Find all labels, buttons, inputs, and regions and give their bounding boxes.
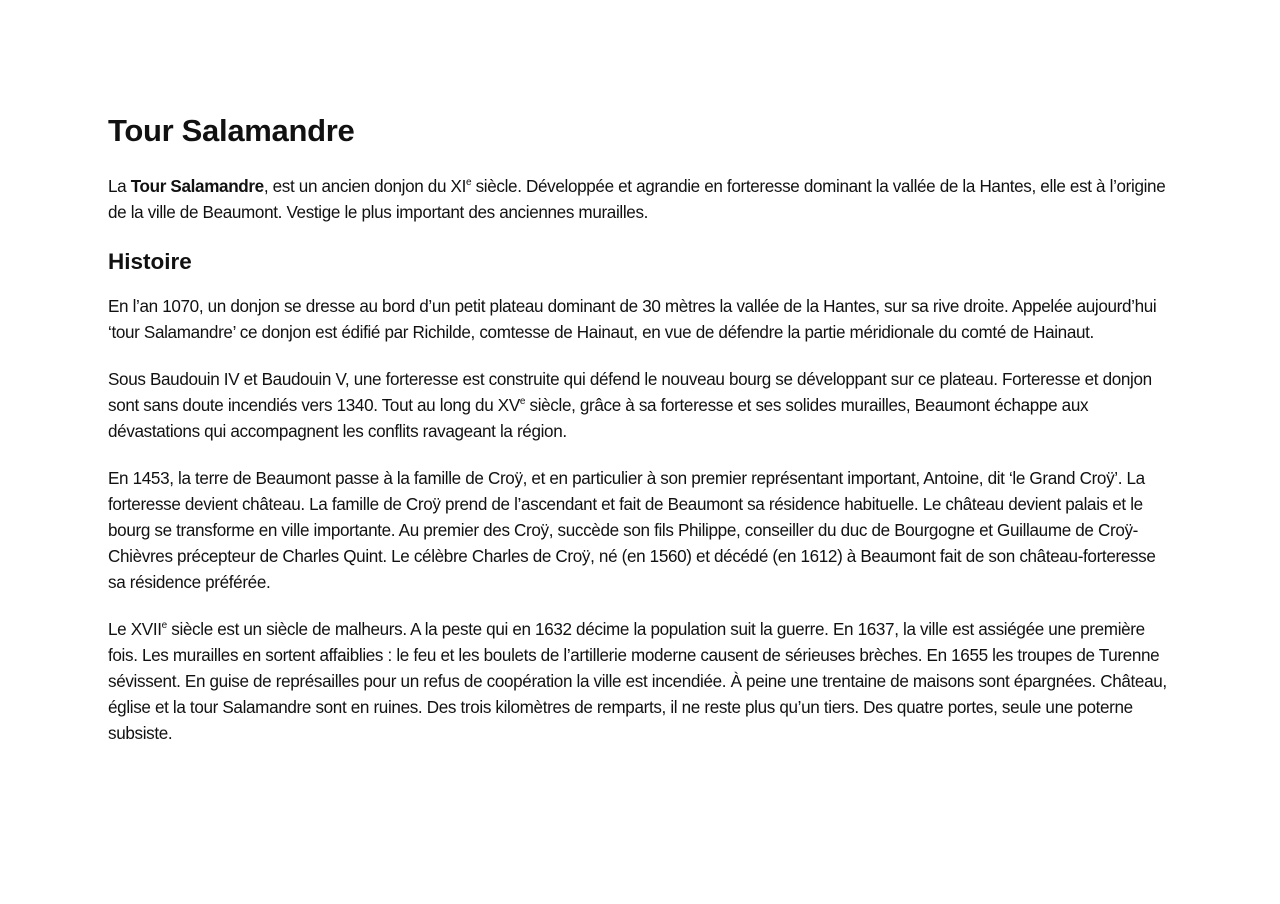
intro-superscript: e <box>465 177 472 188</box>
para4-text-end: siècle est un siècle de malheurs. A la peste qui en 1632 décime la population suit la guerre. En 1637, la ville est assiégée une première fois. Les murailles en sortent affaiblies : le feu et les boulets de l’artillerie moderne causent de sérieuses brèches. En 1655 les troupes de Turenne sévissent. En guise de représailles pour un refus de coopération la ville est incendiée. À peine une trentaine de maisons sont épargnées. Château, église et la tour Salamandre sont en ruines. Des trois kilomètres de remparts, il ne reste plus qu’un tiers. Des quatre portes, seule une poterne subsiste. <box>108 620 1167 743</box>
para2-text-start: Sous Baudouin IV et Baudouin V, une forteresse est construite qui défend le nouveau bourg se développant sur ce plateau. Forteresse et donjon sont sans doute incendiés vers 1340. Tout au long du XV <box>108 370 1152 415</box>
history-paragraph-3: En 1453, la terre de Beaumont passe à la famille de Croÿ, et en particulier à son premier représentant important, Antoine, dit ‘le Grand Croÿ’. La forteresse devient château. La famille de Croÿ prend de l’ascendant et fait de Beaumont sa résidence habituelle. Le château devient palais et le bourg se transforme en ville importante. Au premier des Croÿ, succède son fils Philippe, conseiller du duc de Bourgogne et Guillaume de Croÿ-Chièvres précepteur de Charles Quint. Le célèbre Charles de Croÿ, né (en 1560) et décédé (en 1612) à Beaumont fait de son château-forteresse sa résidence préférée. <box>108 469 1156 592</box>
para4-superscript: e <box>161 620 167 631</box>
intro-text-end: siècle. Développée et agrandie en forteresse dominant la vallée de la Hantes, elle est à l’origine de la ville de Beaumont. Vestige le plus important des anciennes murailles. <box>108 177 1166 222</box>
page-title: Tour Salamandre <box>108 113 355 148</box>
history-paragraph-2 <box>108 367 1176 445</box>
intro-text-middle: , est un ancien donjon du XI <box>263 177 466 196</box>
para4-text-start: Le XVII <box>108 620 162 639</box>
para2-text-end: siècle, grâce à sa forteresse et ses solides murailles, Beaumont échappe aux dévastations qui accompagnent les conflits ravageant la région. <box>108 396 1089 441</box>
section-heading-histoire: Histoire <box>108 249 192 274</box>
history-paragraph-4 <box>108 617 1176 747</box>
document-page <box>108 112 1176 768</box>
intro-bold-name: Tour Salamandre <box>130 177 264 196</box>
intro-text-start: La <box>108 177 131 196</box>
history-paragraph-1: En l’an 1070, un donjon se dresse au bord d’un petit plateau dominant de 30 mètres la vallée de la Hantes, sur sa rive droite. Appelée aujourd’hui ‘tour Salamandre’ ce donjon est édifié par Richilde, comtesse de Hainaut, en vue de défendre la partie méridionale du comté de Hainaut. <box>108 297 1157 342</box>
intro-paragraph <box>108 174 1176 226</box>
para2-superscript: e <box>519 396 526 407</box>
